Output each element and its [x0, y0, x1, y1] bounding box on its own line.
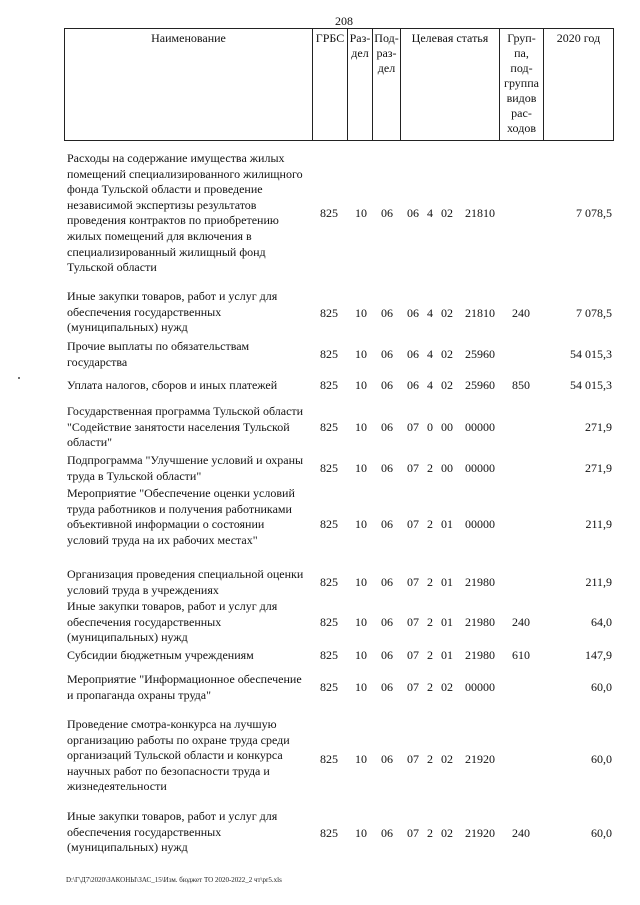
- row-program: 07: [407, 420, 419, 434]
- row-podrazdel: 06: [381, 648, 393, 662]
- table-row: [0, 339, 640, 373]
- row-direction: 00000: [465, 461, 495, 475]
- row-sum: 211,9: [585, 575, 612, 589]
- row-direction: 21980: [465, 575, 495, 589]
- row-razdel: 10: [355, 461, 367, 475]
- row-expense-type: 240: [512, 615, 530, 629]
- row-razdel: 10: [355, 420, 367, 434]
- header-target-article: Целевая статья: [401, 29, 500, 141]
- row-grbs: 825: [320, 206, 338, 220]
- row-name: Организация проведения специальной оценки условий труда в учреждениях: [67, 567, 304, 597]
- row-subprogram: 2: [427, 752, 433, 766]
- row-podrazdel: 06: [381, 680, 393, 694]
- page-number: 208: [335, 14, 353, 28]
- row-sum: 7 078,5: [576, 306, 612, 320]
- row-name: Государственная программа Тульской области "Содействие занятости населения Тульской области": [67, 404, 304, 450]
- row-expense-type: 240: [512, 306, 530, 320]
- row-name: Расходы на содержание имущества жилых помещений специализированного жилищного фонда Тульской области и проведение независимой экспертизы результатов проведения контрактов по приобретению жилых помещений для включения в специализированный жилищный фонд Тульской области: [67, 151, 303, 275]
- row-program: 07: [407, 461, 419, 475]
- table-row: [0, 567, 640, 599]
- row-subprogram: 4: [427, 378, 433, 392]
- row-measure: 00: [441, 461, 453, 475]
- row-direction: 25960: [465, 378, 495, 392]
- row-measure: 01: [441, 517, 453, 531]
- row-direction: 21810: [465, 306, 495, 320]
- row-subprogram: 2: [427, 461, 433, 475]
- row-direction: 21920: [465, 752, 495, 766]
- row-program: 06: [407, 378, 419, 392]
- row-razdel: 10: [355, 347, 367, 361]
- row-measure: 02: [441, 680, 453, 694]
- row-name: Мероприятие "Обеспечение оценки условий труда работников и получения работниками объективной информации о состоянии условий труда на их рабочих местах": [67, 486, 295, 547]
- row-sum: 271,9: [585, 461, 612, 475]
- row-grbs: 825: [320, 306, 338, 320]
- row-podrazdel: 06: [381, 378, 393, 392]
- row-expense-type: 610: [512, 648, 530, 662]
- row-grbs: 825: [320, 517, 338, 531]
- row-measure: 02: [441, 206, 453, 220]
- row-grbs: 825: [320, 378, 338, 392]
- row-sum: 7 078,5: [576, 206, 612, 220]
- row-direction: 21980: [465, 648, 495, 662]
- row-measure: 02: [441, 752, 453, 766]
- row-subprogram: 2: [427, 648, 433, 662]
- row-program: 06: [407, 347, 419, 361]
- row-name: Субсидии бюджетным учреждениям: [67, 648, 254, 662]
- row-program: 06: [407, 206, 419, 220]
- table-row: [0, 289, 640, 337]
- header-podrazdel: Под- раз- дел: [373, 29, 401, 141]
- header-expense-group: Груп- па, под- группа видов рас- ходов: [500, 29, 544, 141]
- row-direction: 25960: [465, 347, 495, 361]
- row-podrazdel: 06: [381, 461, 393, 475]
- row-subprogram: 2: [427, 615, 433, 629]
- table-row: [0, 717, 640, 797]
- row-sum: 211,9: [585, 517, 612, 531]
- row-program: 07: [407, 680, 419, 694]
- row-expense-type: 850: [512, 378, 530, 392]
- row-subprogram: 2: [427, 826, 433, 840]
- row-podrazdel: 06: [381, 347, 393, 361]
- table-row: [0, 486, 640, 566]
- row-podrazdel: 06: [381, 420, 393, 434]
- row-subprogram: 2: [427, 517, 433, 531]
- row-razdel: 10: [355, 752, 367, 766]
- row-program: 07: [407, 575, 419, 589]
- row-razdel: 10: [355, 648, 367, 662]
- file-path-footer: D:\Г\Д7\2020\ЗАКОНЫ\ЗАС_15\Изм. бюджет ТО 2020-2022_2 чт\pr5.xls: [66, 876, 282, 884]
- row-sum: 64,0: [591, 615, 612, 629]
- row-podrazdel: 06: [381, 615, 393, 629]
- row-sum: 54 015,3: [570, 378, 612, 392]
- row-program: 07: [407, 752, 419, 766]
- row-subprogram: 2: [427, 680, 433, 694]
- row-podrazdel: 06: [381, 306, 393, 320]
- header-year: 2020 год: [544, 29, 614, 141]
- row-grbs: 825: [320, 648, 338, 662]
- row-program: 07: [407, 517, 419, 531]
- row-direction: 00000: [465, 420, 495, 434]
- row-program: 06: [407, 306, 419, 320]
- row-name: Прочие выплаты по обязательствам государства: [67, 339, 250, 369]
- row-direction: 00000: [465, 517, 495, 531]
- row-grbs: 825: [320, 680, 338, 694]
- row-measure: 00: [441, 420, 453, 434]
- row-name: Подпрограмма "Улучшение условий и охраны труда в Тульской области": [67, 453, 304, 483]
- row-subprogram: 4: [427, 347, 433, 361]
- row-grbs: 825: [320, 615, 338, 629]
- row-razdel: 10: [355, 826, 367, 840]
- row-podrazdel: 06: [381, 517, 393, 531]
- row-razdel: 10: [355, 680, 367, 694]
- row-sum: 60,0: [591, 680, 612, 694]
- row-grbs: 825: [320, 347, 338, 361]
- row-measure: 01: [441, 575, 453, 589]
- row-sum: 271,9: [585, 420, 612, 434]
- row-podrazdel: 06: [381, 826, 393, 840]
- table-row: [0, 648, 640, 666]
- row-measure: 02: [441, 347, 453, 361]
- row-name: Проведение смотра-конкурса на лучшую организацию работы по охране труда среди организаций Тульской области и конкурса научных работ по безопасности труда и жизнедеятельности: [67, 717, 290, 794]
- table-row: [0, 672, 640, 704]
- row-subprogram: 2: [427, 575, 433, 589]
- row-grbs: 825: [320, 826, 338, 840]
- row-measure: 01: [441, 615, 453, 629]
- header-grbs: ГРБС: [313, 29, 348, 141]
- row-podrazdel: 06: [381, 575, 393, 589]
- row-razdel: 10: [355, 615, 367, 629]
- row-podrazdel: 06: [381, 752, 393, 766]
- row-expense-type: 240: [512, 826, 530, 840]
- row-sum: 60,0: [591, 752, 612, 766]
- row-razdel: 10: [355, 575, 367, 589]
- row-subprogram: 4: [427, 306, 433, 320]
- row-grbs: 825: [320, 461, 338, 475]
- row-measure: 02: [441, 378, 453, 392]
- table-row: [0, 599, 640, 647]
- row-grbs: 825: [320, 575, 338, 589]
- row-grbs: 825: [320, 420, 338, 434]
- row-sum: 147,9: [585, 648, 612, 662]
- row-name: Уплата налогов, сборов и иных платежей: [67, 378, 278, 392]
- row-podrazdel: 06: [381, 206, 393, 220]
- row-direction: 00000: [465, 680, 495, 694]
- row-sum: 60,0: [591, 826, 612, 840]
- row-razdel: 10: [355, 517, 367, 531]
- table-row: [0, 453, 640, 485]
- row-direction: 21980: [465, 615, 495, 629]
- header-name: Наименование: [65, 29, 313, 141]
- row-program: 07: [407, 615, 419, 629]
- row-name: Иные закупки товаров, работ и услуг для обеспечения государственных (муниципальных) нужд: [67, 599, 278, 645]
- row-direction: 21920: [465, 826, 495, 840]
- row-razdel: 10: [355, 206, 367, 220]
- table-row: [0, 809, 640, 857]
- row-measure: 02: [441, 826, 453, 840]
- table-row: [0, 404, 640, 452]
- row-subprogram: 0: [427, 420, 433, 434]
- row-name: Иные закупки товаров, работ и услуг для обеспечения государственных (муниципальных) нужд: [67, 809, 278, 855]
- row-sum: 54 015,3: [570, 347, 612, 361]
- header-razdel: Раз- дел: [348, 29, 373, 141]
- row-grbs: 825: [320, 752, 338, 766]
- row-subprogram: 4: [427, 206, 433, 220]
- row-program: 07: [407, 826, 419, 840]
- scan-speck: [18, 377, 20, 379]
- row-measure: 01: [441, 648, 453, 662]
- row-measure: 02: [441, 306, 453, 320]
- row-direction: 21810: [465, 206, 495, 220]
- table-row: [0, 378, 640, 396]
- row-program: 07: [407, 648, 419, 662]
- row-razdel: 10: [355, 378, 367, 392]
- row-name: Иные закупки товаров, работ и услуг для обеспечения государственных (муниципальных) нужд: [67, 289, 278, 335]
- row-razdel: 10: [355, 306, 367, 320]
- table-row: [0, 151, 640, 277]
- row-name: Мероприятие "Информационное обеспечение и пропаганда охраны труда": [67, 672, 302, 702]
